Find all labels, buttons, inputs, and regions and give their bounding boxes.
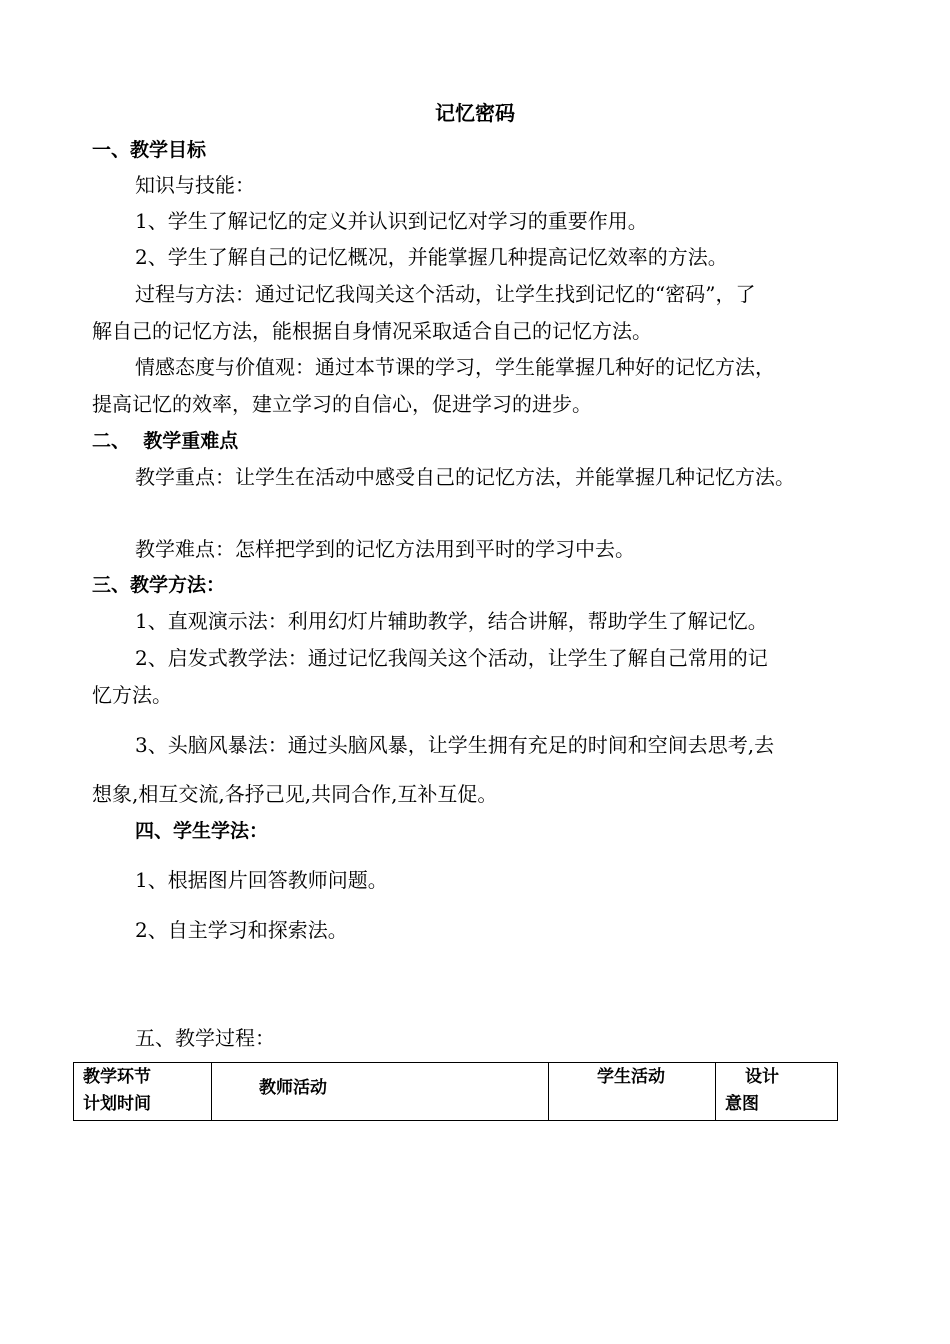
header-teacher-activity: 教师活动 [259,1078,327,1098]
section-heading-goals: 一、教学目标 [92,139,207,161]
process-methods-line-1: 过程与方法：通过记忆我闯关这个活动，让学生找到记忆的“密码”，了 [135,282,756,306]
learning-item-2: 2、自主学习和探索法。 [135,918,348,942]
teaching-process-table [73,1062,838,1121]
table-header-row [74,1063,838,1121]
knowledge-skills-label: 知识与技能： [135,173,255,197]
difficulty-text: 教学难点：怎样把学到的记忆方法用到平时的学习中去。 [135,537,635,561]
knowledge-item-1: 1、学生了解记忆的定义并认识到记忆对学习的重要作用。 [135,209,648,233]
method-item-1: 1、直观演示法：利用幻灯片辅助教学，结合讲解，帮助学生了解记忆。 [135,609,768,633]
knowledge-item-2: 2、学生了解自己的记忆概况，并能掌握几种提高记忆效率的方法。 [135,245,728,269]
method-item-3-line-2: 想象,相互交流,各抒己见,共同合作,互补互促。 [92,782,498,806]
header-planned-time: 计划时间 [83,1094,151,1114]
key-point-text: 教学重点：让学生在活动中感受自己的记忆方法，并能掌握几种记忆方法。 [135,465,795,489]
emotion-values-line-1: 情感态度与价值观：通过本节课的学习，学生能掌握几种好的记忆方法， [135,355,775,379]
method-item-2-line-2: 忆方法。 [92,683,172,707]
header-design: 设计 [745,1067,779,1087]
header-intent: 意图 [725,1094,759,1114]
section-heading-learning-methods: 四、学生学法： [135,820,269,842]
process-methods-line-2: 解自己的记忆方法，能根据自身情况采取适合自己的记忆方法。 [92,319,652,343]
method-item-2-line-1: 2、启发式教学法：通过记忆我闯关这个活动，让学生了解自己常用的记 [135,646,768,670]
emotion-values-line-2: 提高记忆的效率，建立学习的自信心，促进学习的进步。 [92,392,592,416]
header-cell-stage-time [74,1063,212,1121]
section-heading-process: 五、教学过程： [135,1026,275,1050]
header-cell-teacher-activity [212,1063,549,1121]
method-item-3-line-1: 3、头脑风暴法：通过头脑风暴，让学生拥有充足的时间和空间去思考,去 [135,733,775,757]
learning-item-1: 1、根据图片回答教师问题。 [135,868,388,892]
header-student-activity: 学生活动 [597,1067,665,1087]
header-cell-student-activity [549,1063,716,1121]
header-cell-design-intent [716,1063,838,1121]
header-stage: 教学环节 [83,1067,151,1087]
section-heading-key-points: 二、 教学重难点 [92,430,239,452]
page-title: 记忆密码 [435,101,515,125]
section-heading-methods: 三、教学方法： [92,574,226,596]
